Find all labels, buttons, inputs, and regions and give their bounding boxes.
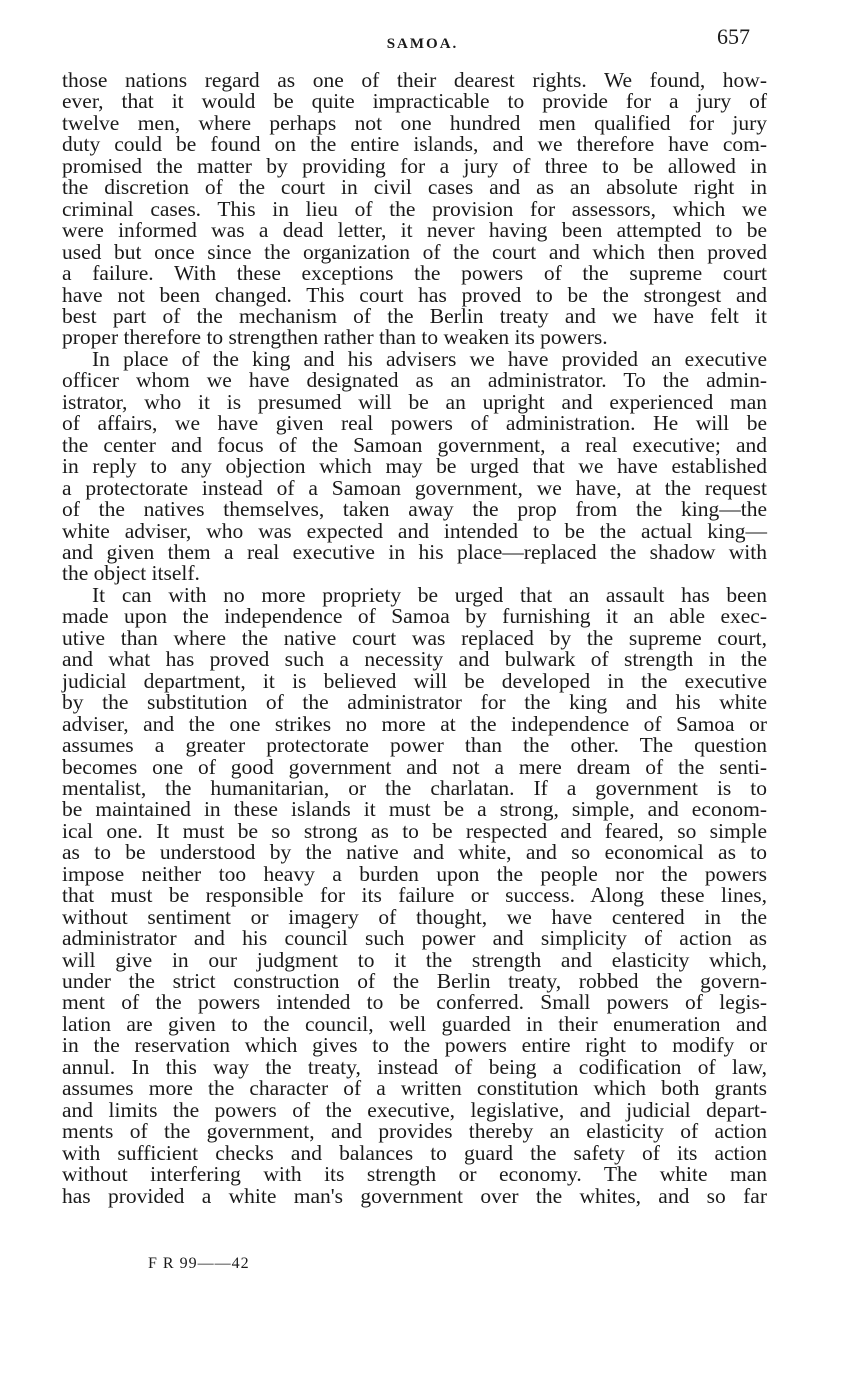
text-line: ment of the powers intended to be conferred. Small powers of legis- xyxy=(62,990,767,1015)
text-line: a protectorate instead of a Samoan government, we have, at the request xyxy=(62,475,767,500)
text-line: and what has proved such a necessity and bulwark of strength in the xyxy=(62,647,767,672)
running-head: SAMOA. xyxy=(386,36,459,52)
text-line: has provided a white man's government over the whites, and so far xyxy=(62,1183,767,1208)
text-line: proper therefore to strengthen rather than to weaken its powers. xyxy=(62,325,608,350)
text-line: with sufficient checks and balances to guard the safety of its action xyxy=(62,1140,767,1165)
signature-mark: F R 99——42 xyxy=(148,1255,250,1272)
text-line: will give in our judgment to it the strength and elasticity which, xyxy=(62,947,767,972)
text-line: istrator, who it is presumed will be an upright and experienced man xyxy=(62,389,767,414)
text-line: adviser, and the one strikes no more at the independence of Samoa or xyxy=(62,711,767,736)
text-line: judicial department, it is believed will be developed in the executive xyxy=(62,668,767,693)
text-line: without sentiment or imagery of thought, we have centered in the xyxy=(62,904,767,929)
text-line: administrator and his council such power and simplicity of action as xyxy=(62,926,767,951)
text-line: under the strict construction of the Berlin treaty, robbed the govern- xyxy=(62,969,767,994)
text-line: officer whom we have designated as an administrator. To the admin- xyxy=(62,368,767,393)
page-number: 657 xyxy=(717,24,750,49)
text-line: made upon the independence of Samoa by furnishing it an able exec- xyxy=(62,604,767,629)
text-line: lation are given to the council, well guarded in their enumeration and xyxy=(62,1011,767,1036)
text-line: white adviser, who was expected and intended to be the actual king— xyxy=(62,518,767,543)
text-line: the discretion of the court in civil cases and as an absolute right in xyxy=(62,175,767,200)
text-line: have not been changed. This court has proved to be the strongest and xyxy=(62,282,767,307)
text-line: of the natives themselves, taken away the prop from the king—the xyxy=(62,497,767,522)
text-line: the center and focus of the Samoan government, a real executive; and xyxy=(62,432,767,457)
text-line: utive than where the native court was replaced by the supreme court, xyxy=(62,625,767,650)
text-line: ever, that it would be quite impracticable to provide for a jury of xyxy=(62,89,767,114)
text-line: those nations regard as one of their dearest rights. We found, how- xyxy=(62,68,767,92)
text-line: be maintained in these islands it must be a strong, simple, and econom- xyxy=(62,797,767,822)
text-line: were informed was a dead letter, it never having been attempted to be xyxy=(62,218,767,243)
text-line: best part of the mechanism of the Berlin treaty and we have felt it xyxy=(62,303,767,328)
text-line: promised the matter by providing for a jury of three to be allowed in xyxy=(62,153,767,178)
text-line: It can with no more propriety be urged that an assault has been xyxy=(92,582,767,607)
text-line: and limits the powers of the executive, legislative, and judicial depart- xyxy=(62,1097,767,1122)
text-line: mentalist, the humanitarian, or the charlatan. If a government is to xyxy=(62,775,767,800)
text-line: criminal cases. This in lieu of the provision for assessors, which we xyxy=(62,196,767,221)
text-line: in the reservation which gives to the powers entire right to modify or xyxy=(62,1033,767,1058)
text-line: ments of the government, and provides thereby an elasticity of action xyxy=(62,1119,767,1144)
text-line: of affairs, we have given real powers of administration. He will be xyxy=(62,411,767,436)
text-line: impose neither too heavy a burden upon the people nor the powers xyxy=(62,861,767,886)
text-line: the object itself. xyxy=(62,561,200,586)
text-line: by the substitution of the administrator for the king and his white xyxy=(62,690,767,715)
text-line: and given them a real executive in his place—replaced the shadow with xyxy=(62,539,767,564)
text-line: in reply to any objection which may be urged that we have established xyxy=(62,454,767,479)
text-line: twelve men, where perhaps not one hundred men qualified for jury xyxy=(62,110,767,135)
text-line: used but once since the organization of the court and which then proved xyxy=(62,239,767,264)
text-line: In place of the king and his advisers we have provided an executive xyxy=(92,346,767,371)
body-text xyxy=(62,70,767,1207)
text-line: ical one. It must be so strong as to be respected and feared, so simple xyxy=(62,818,767,843)
text-line: assumes more the character of a written constitution which both grants xyxy=(62,1076,767,1101)
text-line: assumes a greater protectorate power than the other. The question xyxy=(62,733,767,758)
text-line: annul. In this way the treaty, instead of being a codification of law, xyxy=(62,1054,767,1079)
text-line: as to be understood by the native and white, and so economical as to xyxy=(62,840,767,865)
text-line: becomes one of good government and not a mere dream of the senti- xyxy=(62,754,767,779)
text-line: duty could be found on the entire islands, and we therefore have com- xyxy=(62,132,767,157)
text-line: without interfering with its strength or economy. The white man xyxy=(62,1162,767,1187)
text-line: a failure. With these exceptions the powers of the supreme court xyxy=(62,261,767,286)
text-line: that must be responsible for its failure or success. Along these lines, xyxy=(62,883,767,908)
